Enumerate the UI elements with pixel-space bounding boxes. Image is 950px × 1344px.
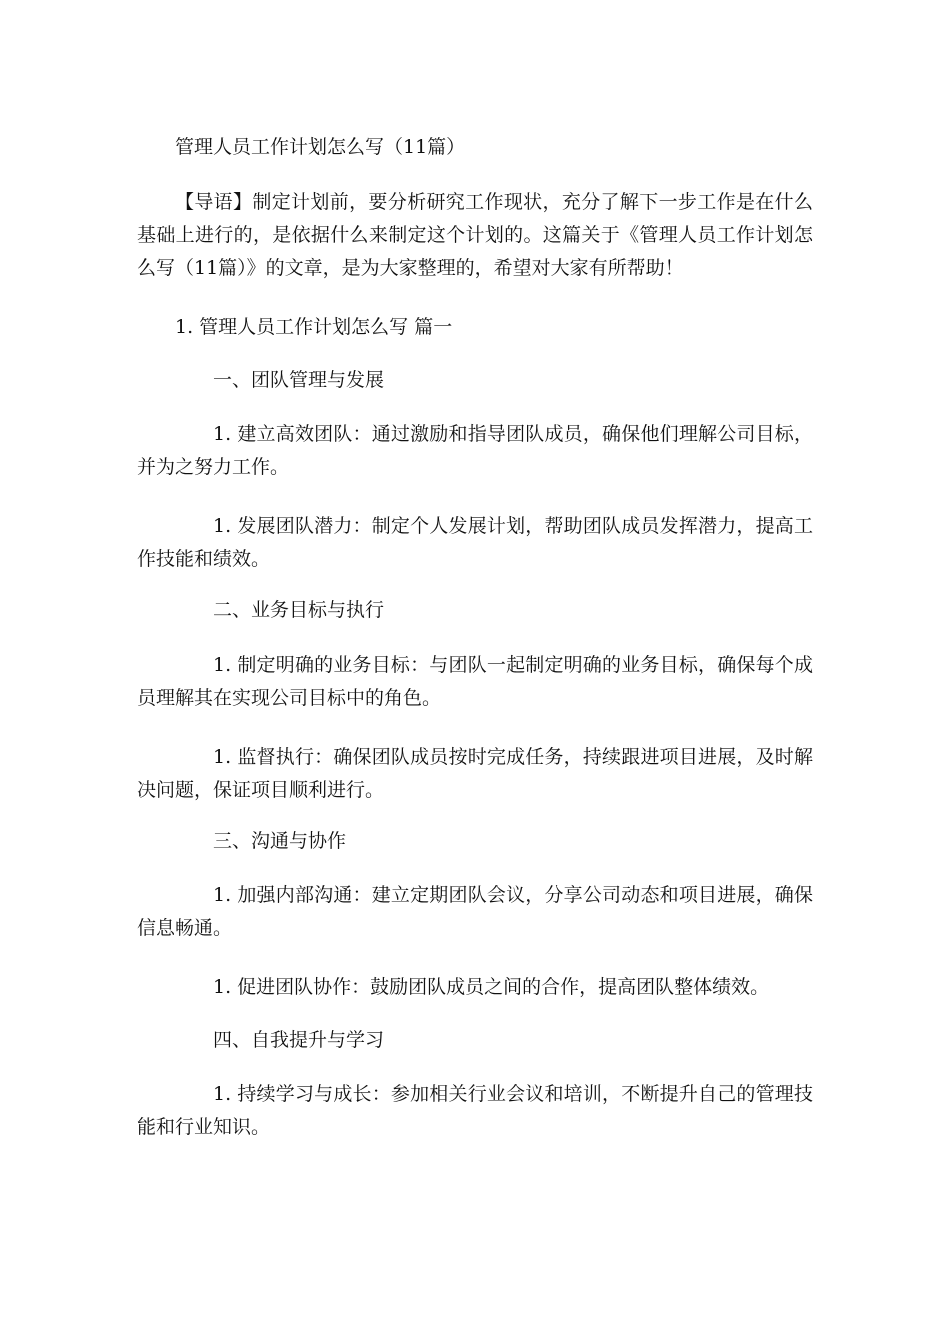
article-heading: 1. 管理人员工作计划怎么写 篇一 [175,316,453,338]
section-heading: 四、自我提升与学习 [213,1029,385,1051]
section-heading: 二、业务目标与执行 [213,599,385,621]
list-item: 1. 加强内部沟通：建立定期团队会议，分享公司动态和项目进展，确保信息畅通。 [137,884,813,939]
document-title: 管理人员工作计划怎么写（11篇） [175,136,466,158]
section-heading: 三、沟通与协作 [213,830,347,852]
intro-paragraph: 【导语】制定计划前，要分析研究工作现状，充分了解下一步工作是在什么基础上进行的，是依据什么来制定这个计划的。这篇关于《管理人员工作计划怎么写（11篇）》的文章，是为大家整理的，希望对大家有所帮助！ [137,191,813,279]
list-item: 1. 制定明确的业务目标：与团队一起制定明确的业务目标，确保每个成员理解其在实现公司目标中的角色。 [137,654,813,709]
list-item: 1. 促进团队协作：鼓励团队成员之间的合作，提高团队整体绩效。 [213,976,770,998]
list-item: 1. 建立高效团队：通过激励和指导团队成员，确保他们理解公司目标，并为之努力工作。 [137,423,813,478]
list-item: 1. 发展团队潜力：制定个人发展计划，帮助团队成员发挥潜力，提高工作技能和绩效。 [137,515,813,570]
section-heading: 一、团队管理与发展 [213,369,385,391]
list-item: 1. 持续学习与成长：参加相关行业会议和培训，不断提升自己的管理技能和行业知识。 [137,1083,813,1138]
list-item: 1. 监督执行：确保团队成员按时完成任务，持续跟进项目进展，及时解决问题，保证项目顺利进行。 [137,746,813,801]
